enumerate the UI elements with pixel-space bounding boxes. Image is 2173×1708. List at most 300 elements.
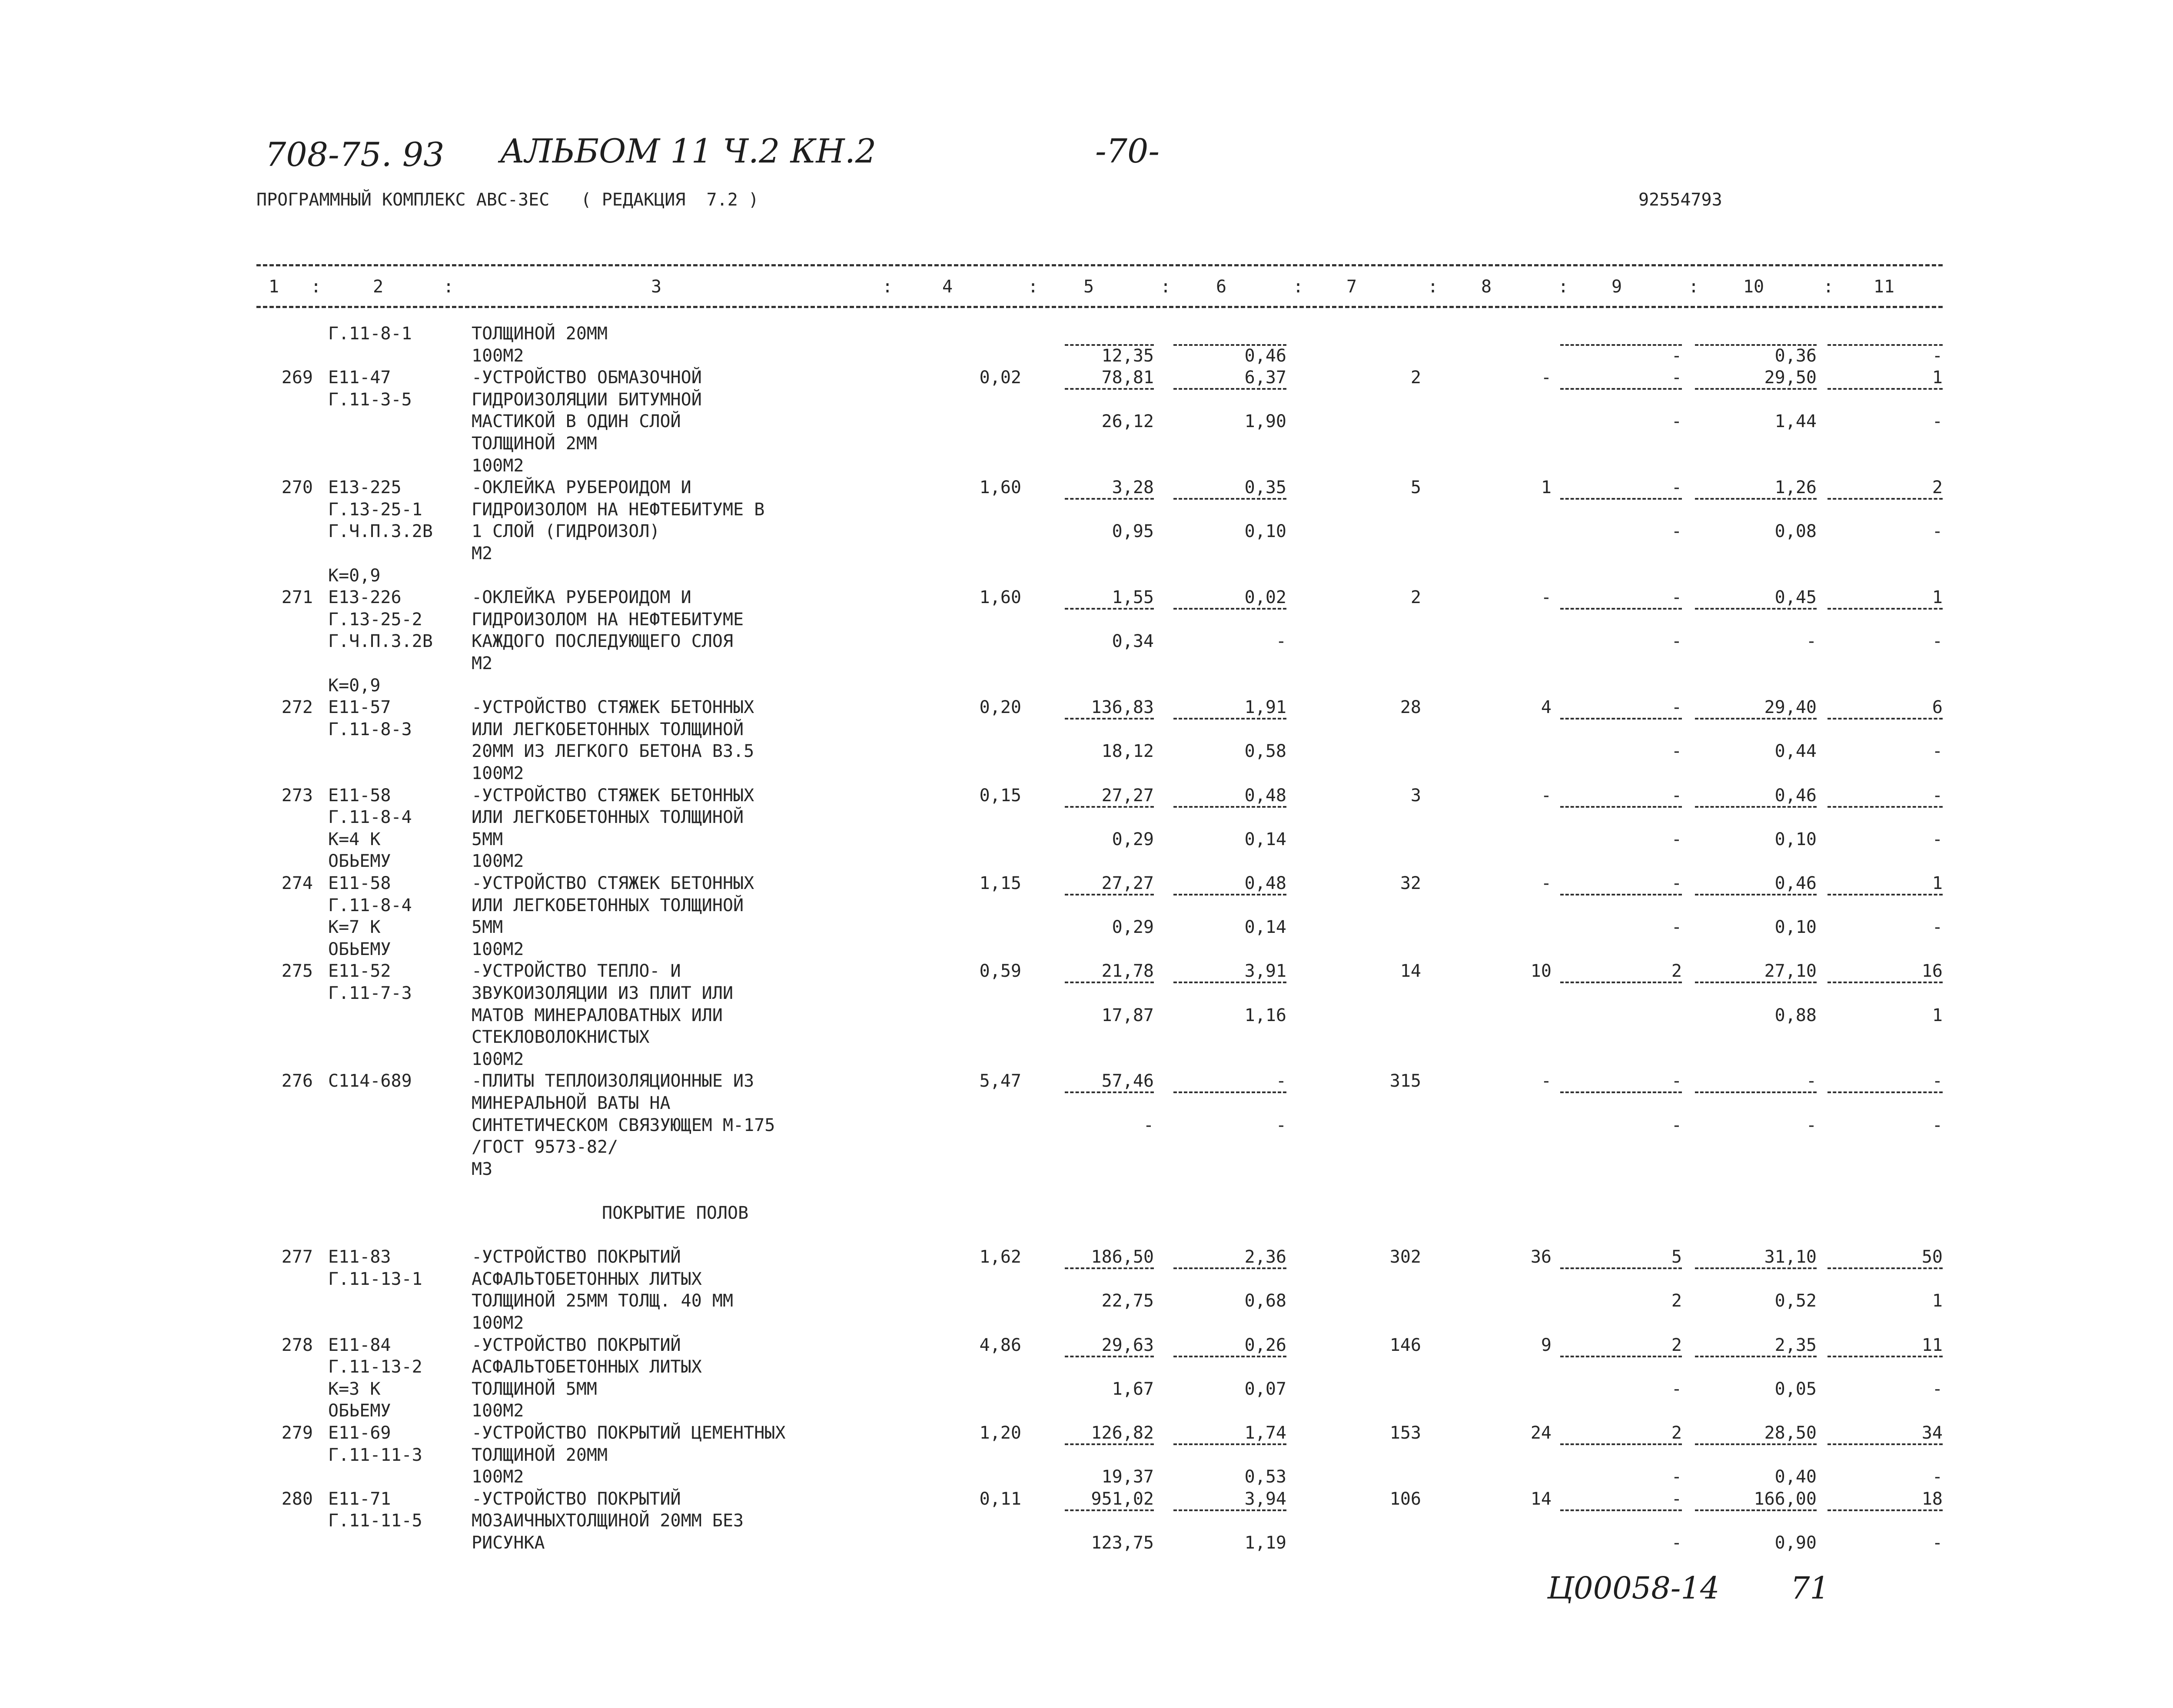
cell-divider <box>1173 718 1286 720</box>
cell-col-5: 3,28 <box>1112 478 1154 498</box>
cell-col-2: Е11-57 <box>328 697 391 718</box>
column-separator: : <box>1293 277 1304 297</box>
cell-col-5: 0,29 <box>1112 917 1154 938</box>
cell-col-9: - <box>1671 697 1682 718</box>
cell-col-1: 275 <box>281 961 313 982</box>
cell-divider <box>1695 806 1817 808</box>
cell-divider <box>1560 806 1682 808</box>
cell-col-9: 2 <box>1671 961 1682 982</box>
cell-col-3: РИСУНКА <box>472 1533 545 1553</box>
cell-col-10: 0,52 <box>1774 1291 1817 1311</box>
cell-col-5: 19,37 <box>1101 1467 1154 1487</box>
cell-col-3: 1 СЛОЙ (ГИДРОИЗОЛ) <box>472 521 660 542</box>
cell-divider <box>1827 1509 1943 1511</box>
cell-col-3: -УСТРОЙСТВО СТЯЖЕК БЕТОННЫХ <box>472 873 754 893</box>
cell-col-3: АСФАЛЬТОБЕТОННЫХ ЛИТЫХ <box>472 1269 702 1289</box>
cell-col-9: - <box>1671 741 1682 762</box>
cell-col-6: 0,07 <box>1244 1379 1286 1399</box>
cell-col-6: 0,14 <box>1244 829 1286 849</box>
cell-divider <box>1827 1267 1943 1269</box>
cell-col-5: 27,27 <box>1101 785 1154 806</box>
cell-col-6: 0,14 <box>1244 917 1286 938</box>
cell-col-11: 2 <box>1932 478 1943 498</box>
cell-divider <box>1173 608 1286 610</box>
cell-col-3: -ОКЛЕЙКА РУБЕРОИДОМ И <box>472 587 691 608</box>
cell-col-3: М2 <box>472 544 493 564</box>
column-header-2: 2 <box>372 277 384 297</box>
cell-col-4: 0,20 <box>979 697 1021 718</box>
cell-divider <box>1560 1509 1682 1511</box>
cell-col-3: ТОЛЩИНОЙ 5ММ <box>472 1379 597 1399</box>
cell-col-4: 1,60 <box>979 587 1021 608</box>
cell-col-6: 1,90 <box>1244 411 1286 432</box>
cell-col-10: 0,36 <box>1774 345 1817 366</box>
cell-col-5: 1,55 <box>1112 587 1154 608</box>
cell-col-7: 302 <box>1389 1247 1421 1267</box>
cell-col-3: -УСТРОЙСТВО СТЯЖЕК БЕТОННЫХ <box>472 785 754 806</box>
cell-col-9: 2 <box>1671 1335 1682 1355</box>
cell-col-11: - <box>1932 741 1943 762</box>
cell-col-2: Е13-226 <box>328 587 402 608</box>
cell-col-3: 100М2 <box>472 345 524 366</box>
column-separator: : <box>1823 277 1834 297</box>
cell-col-3: ГИДРОИЗОЛЯЦИИ БИТУМНОЙ <box>472 389 702 410</box>
cell-col-2: Е11-47 <box>328 368 391 388</box>
cell-col-5: - <box>1143 1115 1154 1135</box>
cell-col-4: 1,62 <box>979 1247 1021 1267</box>
cell-divider <box>1560 498 1682 500</box>
cell-col-3: 100М2 <box>472 851 524 872</box>
cell-col-9: 2 <box>1671 1423 1682 1443</box>
cell-col-5: 17,87 <box>1101 1005 1154 1025</box>
cell-col-3: АСФАЛЬТОБЕТОННЫХ ЛИТЫХ <box>472 1357 702 1377</box>
cell-col-6: 0,68 <box>1244 1291 1286 1311</box>
cell-divider <box>1560 1091 1682 1093</box>
cell-divider <box>1827 1091 1943 1093</box>
cell-divider <box>1827 1356 1943 1357</box>
cell-divider <box>1695 1267 1817 1269</box>
column-header-8: 8 <box>1481 277 1492 297</box>
cell-col-3: 5ММ <box>472 829 503 849</box>
cell-col-3: СИНТЕТИЧЕСКОМ СВЯЗУЮЩЕМ М-175 <box>472 1115 775 1135</box>
cell-divider <box>1560 344 1682 346</box>
cell-col-9: - <box>1671 411 1682 432</box>
cell-col-6: 0,26 <box>1244 1335 1286 1355</box>
cell-col-2: Г.11-8-3 <box>328 719 412 740</box>
cell-col-10: 28,50 <box>1764 1423 1817 1443</box>
cell-divider <box>1173 894 1286 895</box>
cell-divider <box>1560 982 1682 983</box>
cell-col-3: -УСТРОЙСТВО ПОКРЫТИЙ <box>472 1489 681 1509</box>
cell-col-8: 14 <box>1530 1489 1552 1509</box>
cell-col-5: 126,82 <box>1091 1423 1154 1443</box>
cell-col-2: К=7 К <box>328 917 381 938</box>
cell-col-5: 136,83 <box>1091 697 1154 718</box>
cell-col-5: 27,27 <box>1101 873 1154 893</box>
cell-col-6: 6,37 <box>1244 368 1286 388</box>
cell-col-9: - <box>1671 873 1682 893</box>
cell-col-2: Е11-69 <box>328 1423 391 1443</box>
cell-divider <box>1173 1509 1286 1511</box>
cell-divider <box>1065 1509 1154 1511</box>
cell-col-2: С114-689 <box>328 1071 412 1091</box>
cell-col-3: 100М2 <box>472 455 524 476</box>
cell-divider <box>1173 1267 1286 1269</box>
cell-col-11: 18 <box>1921 1489 1943 1509</box>
cell-col-9: 5 <box>1671 1247 1682 1267</box>
cell-divider <box>1173 388 1286 390</box>
cell-col-6: 3,94 <box>1244 1489 1286 1509</box>
cell-col-2: Г.11-3-5 <box>328 389 412 410</box>
cell-col-4: 1,60 <box>979 478 1021 498</box>
cell-col-1: 280 <box>281 1489 313 1509</box>
cell-col-2: Г.Ч.П.3.2В <box>328 631 433 652</box>
cell-col-3: -УСТРОЙСТВО ПОКРЫТИЙ ЦЕМЕНТНЫХ <box>472 1423 786 1443</box>
cell-col-2: Г.11-13-2 <box>328 1357 422 1377</box>
cell-col-11: 16 <box>1921 961 1943 982</box>
cell-col-7: 146 <box>1389 1335 1421 1355</box>
cell-divider <box>1173 498 1286 500</box>
column-separator: : <box>1028 277 1039 297</box>
cell-col-3: -УСТРОЙСТВО ОБМАЗОЧНОЙ <box>472 368 702 388</box>
cell-col-9: - <box>1671 1489 1682 1509</box>
cell-col-11: 1 <box>1932 1291 1943 1311</box>
cell-divider <box>1695 982 1817 983</box>
cell-col-2: Е11-58 <box>328 873 391 893</box>
column-separator: : <box>1688 277 1699 297</box>
cell-divider <box>1065 1356 1154 1357</box>
cell-col-11: 6 <box>1932 697 1943 718</box>
cell-col-5: 57,46 <box>1101 1071 1154 1091</box>
cell-col-6: 0,35 <box>1244 478 1286 498</box>
cell-divider <box>1065 388 1154 390</box>
cell-divider <box>1695 1356 1817 1357</box>
cell-col-3: -УСТРОЙСТВО ПОКРЫТИЙ <box>472 1247 681 1267</box>
cell-col-11: - <box>1932 411 1943 432</box>
cell-divider <box>1695 1091 1817 1093</box>
cell-col-5: 26,12 <box>1101 411 1154 432</box>
cell-divider <box>1065 1091 1154 1093</box>
cell-col-6: 1,91 <box>1244 697 1286 718</box>
cell-divider <box>1827 806 1943 808</box>
cell-col-10: 0,05 <box>1774 1379 1817 1399</box>
cell-col-7: 2 <box>1410 587 1421 608</box>
cell-col-6: 0,48 <box>1244 785 1286 806</box>
column-header-9: 9 <box>1611 277 1622 297</box>
cell-col-3: МАСТИКОЙ В ОДИН СЛОЙ <box>472 411 681 432</box>
cell-col-3: -ПЛИТЫ ТЕПЛОИЗОЛЯЦИОННЫЕ ИЗ <box>472 1071 754 1091</box>
cell-divider <box>1560 894 1682 895</box>
cell-col-3: 100М2 <box>472 939 524 959</box>
cell-col-5: 123,75 <box>1091 1533 1154 1553</box>
cell-col-10: 0,90 <box>1774 1533 1817 1553</box>
cell-col-2: К=3 К <box>328 1379 381 1399</box>
cell-col-8: 1 <box>1541 478 1552 498</box>
cell-col-9: - <box>1671 631 1682 652</box>
cell-col-1: 269 <box>281 368 313 388</box>
cell-divider <box>1173 1091 1286 1093</box>
cell-col-10: - <box>1806 1071 1817 1091</box>
cell-col-2: К=4 К <box>328 829 381 849</box>
cell-col-11: - <box>1932 631 1943 652</box>
cell-col-2: Г.11-8-4 <box>328 895 412 915</box>
cell-col-8: 24 <box>1530 1423 1552 1443</box>
cell-col-10: 1,44 <box>1774 411 1817 432</box>
cell-divider <box>1065 498 1154 500</box>
cell-col-3: -УСТРОЙСТВО СТЯЖЕК БЕТОННЫХ <box>472 697 754 718</box>
cell-col-3: М2 <box>472 653 493 673</box>
cell-col-5: 186,50 <box>1091 1247 1154 1267</box>
cell-col-1: 270 <box>281 478 313 498</box>
cell-divider <box>1695 718 1817 720</box>
cell-col-7: 106 <box>1389 1489 1421 1509</box>
cell-col-11: 1 <box>1932 368 1943 388</box>
cell-col-11: - <box>1932 1533 1943 1553</box>
cell-col-5: 78,81 <box>1101 368 1154 388</box>
cell-col-3: -ОКЛЕЙКА РУБЕРОИДОМ И <box>472 478 691 498</box>
cell-col-8: 9 <box>1541 1335 1552 1355</box>
cell-divider <box>1695 388 1817 390</box>
cell-col-2: Е11-52 <box>328 961 391 982</box>
cell-col-11: 34 <box>1921 1423 1943 1443</box>
cell-col-3: 100М2 <box>472 1401 524 1421</box>
cell-col-7: 32 <box>1400 873 1421 893</box>
cell-col-3: 5ММ <box>472 917 503 938</box>
cell-col-11: - <box>1932 1467 1943 1487</box>
cell-col-1: 273 <box>281 785 313 806</box>
cell-divider <box>1827 718 1943 720</box>
cell-col-8: - <box>1541 368 1552 388</box>
cell-col-11: 1 <box>1932 1005 1943 1025</box>
cell-col-9: - <box>1671 345 1682 366</box>
cell-divider <box>1827 1443 1943 1445</box>
cell-col-5: 18,12 <box>1101 741 1154 762</box>
cell-col-8: - <box>1541 785 1552 806</box>
cell-col-3: ЗВУКОИЗОЛЯЦИИ ИЗ ПЛИТ ИЛИ <box>472 983 734 1003</box>
cell-col-6: 1,16 <box>1244 1005 1286 1025</box>
cell-col-2: Г.11-8-4 <box>328 807 412 828</box>
cell-divider <box>1560 1267 1682 1269</box>
cell-col-2: Е11-83 <box>328 1247 391 1267</box>
cell-col-2: Е13-225 <box>328 478 402 498</box>
cell-col-3: 100М2 <box>472 1049 524 1069</box>
doc-number: 708-75. 93 <box>265 135 445 174</box>
cell-col-9: - <box>1671 1533 1682 1553</box>
cell-col-1: 278 <box>281 1335 313 1355</box>
cell-col-11: - <box>1932 521 1943 542</box>
cell-divider <box>1560 608 1682 610</box>
cell-col-8: 36 <box>1530 1247 1552 1267</box>
cell-col-8: - <box>1541 1071 1552 1091</box>
cell-divider <box>1173 1356 1286 1357</box>
column-header-7: 7 <box>1346 277 1357 297</box>
cell-divider <box>1827 894 1943 895</box>
cell-col-5: 0,34 <box>1112 631 1154 652</box>
column-separator: : <box>1558 277 1569 297</box>
cell-col-10: 29,40 <box>1764 697 1817 718</box>
cell-col-6: 2,36 <box>1244 1247 1286 1267</box>
cell-col-3: ПОКРЫТИЕ ПОЛОВ <box>602 1203 749 1223</box>
cell-col-6: 1,74 <box>1244 1423 1286 1443</box>
cell-col-9: - <box>1671 1379 1682 1399</box>
cell-col-2: Г.11-8-1 <box>328 324 412 344</box>
cell-col-11: - <box>1932 829 1943 849</box>
cell-col-1: 277 <box>281 1247 313 1267</box>
cell-col-3: 20ММ ИЗ ЛЕГКОГО БЕТОНА В3.5 <box>472 741 754 762</box>
cell-col-3: -УСТРОЙСТВО ПОКРЫТИЙ <box>472 1335 681 1355</box>
cell-col-2: ОБЬЕМУ <box>328 939 391 959</box>
cell-col-11: - <box>1932 1071 1943 1091</box>
cell-col-10: 0,46 <box>1774 785 1817 806</box>
cell-col-2: Г.11-7-3 <box>328 983 412 1003</box>
cell-divider <box>1695 498 1817 500</box>
cell-col-9: - <box>1671 785 1682 806</box>
cell-col-5: 0,95 <box>1112 521 1154 542</box>
cell-col-10: 2,35 <box>1774 1335 1817 1355</box>
cell-col-9: 2 <box>1671 1291 1682 1311</box>
cell-col-4: 0,11 <box>979 1489 1021 1509</box>
cell-col-2: Е11-71 <box>328 1489 391 1509</box>
cell-col-9: - <box>1671 521 1682 542</box>
cell-col-3: ИЛИ ЛЕГКОБЕТОННЫХ ТОЛЩИНОЙ <box>472 719 744 740</box>
cell-col-2: Г.11-13-1 <box>328 1269 422 1289</box>
cell-col-11: - <box>1932 1115 1943 1135</box>
cell-col-9: - <box>1671 917 1682 938</box>
cell-col-10: - <box>1806 1115 1817 1135</box>
cell-col-5: 22,75 <box>1101 1291 1154 1311</box>
cell-divider <box>1173 1443 1286 1445</box>
cell-col-11: - <box>1932 1379 1943 1399</box>
cell-col-10: 0,46 <box>1774 873 1817 893</box>
cell-col-4: 1,15 <box>979 873 1021 893</box>
cell-divider <box>1065 1443 1154 1445</box>
cell-col-2: К=0,9 <box>328 565 381 586</box>
cell-col-7: 2 <box>1410 368 1421 388</box>
cell-col-6: 0,46 <box>1244 345 1286 366</box>
cell-divider <box>1560 388 1682 390</box>
cell-col-3: КАЖДОГО ПОСЛЕДУЮЩЕГО СЛОЯ <box>472 631 734 652</box>
sheet-number: 71 <box>1791 1570 1830 1606</box>
cell-col-6: 0,48 <box>1244 873 1286 893</box>
cell-divider <box>1827 608 1943 610</box>
cell-col-6: 3,91 <box>1244 961 1286 982</box>
cell-divider <box>1065 982 1154 983</box>
cell-divider <box>1695 1443 1817 1445</box>
cell-col-9: - <box>1671 368 1682 388</box>
column-separator: : <box>882 277 893 297</box>
cell-col-3: -УСТРОЙСТВО ТЕПЛО- И <box>472 961 681 982</box>
cell-col-5: 1,67 <box>1112 1379 1154 1399</box>
cell-divider <box>1695 608 1817 610</box>
cell-col-3: МОЗАИЧНЫХТОЛЩИНОЙ 20ММ БЕЗ <box>472 1511 744 1531</box>
cell-col-3: ТОЛЩИНОЙ 2ММ <box>472 434 597 454</box>
cell-col-5: 0,29 <box>1112 829 1154 849</box>
cell-col-11: - <box>1932 785 1943 806</box>
column-separator: : <box>1428 277 1439 297</box>
cell-col-2: Г.11-11-3 <box>328 1445 422 1465</box>
cell-col-2: Е11-58 <box>328 785 391 806</box>
column-header-10: 10 <box>1743 277 1764 297</box>
cell-col-8: 4 <box>1541 697 1552 718</box>
cell-col-1: 274 <box>281 873 313 893</box>
cell-col-4: 0,02 <box>979 368 1021 388</box>
cell-col-10: 0,44 <box>1774 741 1817 762</box>
cell-divider <box>1173 982 1286 983</box>
column-separator: : <box>443 277 454 297</box>
cell-divider <box>1065 718 1154 720</box>
column-header-1: 1 <box>268 277 279 297</box>
cell-divider <box>1560 1356 1682 1357</box>
cell-col-11: - <box>1932 345 1943 366</box>
cell-col-10: 0,88 <box>1774 1005 1817 1025</box>
cell-col-4: 0,15 <box>979 785 1021 806</box>
cell-col-10: 31,10 <box>1764 1247 1817 1267</box>
cell-col-11: - <box>1932 917 1943 938</box>
cell-col-2: Г.13-25-1 <box>328 499 422 520</box>
cell-col-3: СТЕКЛОВОЛОКНИСТЫХ <box>472 1027 650 1048</box>
document-code: 92554793 <box>1638 190 1722 210</box>
cell-col-11: 11 <box>1921 1335 1943 1355</box>
column-header-4: 4 <box>942 277 953 297</box>
column-header-6: 6 <box>1216 277 1227 297</box>
cell-col-6: 0,02 <box>1244 587 1286 608</box>
cell-col-2: Г.11-11-5 <box>328 1511 422 1531</box>
cell-col-2: ОБЬЕМУ <box>328 1401 391 1421</box>
cell-col-6: 1,19 <box>1244 1533 1286 1553</box>
cell-col-3: ГИДРОИЗОЛОМ НА НЕФТЕБИТУМЕ <box>472 609 744 630</box>
program-title: ПРОГРАММНЫЙ КОМПЛЕКС АВС-3ЕС ( РЕДАКЦИЯ 7.2 ) <box>256 190 759 210</box>
cell-col-10: 0,10 <box>1774 917 1817 938</box>
cell-col-4: 1,20 <box>979 1423 1021 1443</box>
cell-col-9: - <box>1671 587 1682 608</box>
cell-col-1: 272 <box>281 697 313 718</box>
column-separator: : <box>1160 277 1171 297</box>
cell-col-6: 0,10 <box>1244 521 1286 542</box>
cell-col-10: 0,10 <box>1774 829 1817 849</box>
cell-col-11: 50 <box>1921 1247 1943 1267</box>
cell-col-1: 276 <box>281 1071 313 1091</box>
cell-col-9: - <box>1671 829 1682 849</box>
column-header-5: 5 <box>1083 277 1094 297</box>
cell-col-10: 1,26 <box>1774 478 1817 498</box>
album-title: АЛЬБОМ 11 Ч.2 КН.2 <box>500 132 877 170</box>
cell-col-6: 0,58 <box>1244 741 1286 762</box>
cell-col-8: 10 <box>1530 961 1552 982</box>
cell-col-7: 14 <box>1400 961 1421 982</box>
cell-col-9: - <box>1671 478 1682 498</box>
cell-col-2: ОБЬЕМУ <box>328 851 391 872</box>
cell-col-7: 5 <box>1410 478 1421 498</box>
cell-col-3: ИЛИ ЛЕГКОБЕТОННЫХ ТОЛЩИНОЙ <box>472 895 744 915</box>
cell-col-3: ТОЛЩИНОЙ 20ММ <box>472 324 608 344</box>
cell-divider <box>1065 1267 1154 1269</box>
cell-col-10: 29,50 <box>1764 368 1817 388</box>
cell-col-7: 3 <box>1410 785 1421 806</box>
cell-divider <box>1695 894 1817 895</box>
cell-col-11: 1 <box>1932 873 1943 893</box>
cell-divider <box>1827 982 1943 983</box>
cell-divider <box>1827 344 1943 346</box>
cell-col-6: - <box>1276 1071 1286 1091</box>
cell-col-3: ТОЛЩИНОЙ 20ММ <box>472 1445 608 1465</box>
cell-col-3: М3 <box>472 1159 493 1179</box>
cell-col-2: К=0,9 <box>328 675 381 696</box>
cell-col-2: Г.Ч.П.3.2В <box>328 521 433 542</box>
cell-col-10: 0,40 <box>1774 1467 1817 1487</box>
cell-col-3: 100М2 <box>472 1313 524 1333</box>
archive-stamp: Ц00058-14 <box>1547 1570 1720 1606</box>
cell-col-8: - <box>1541 587 1552 608</box>
